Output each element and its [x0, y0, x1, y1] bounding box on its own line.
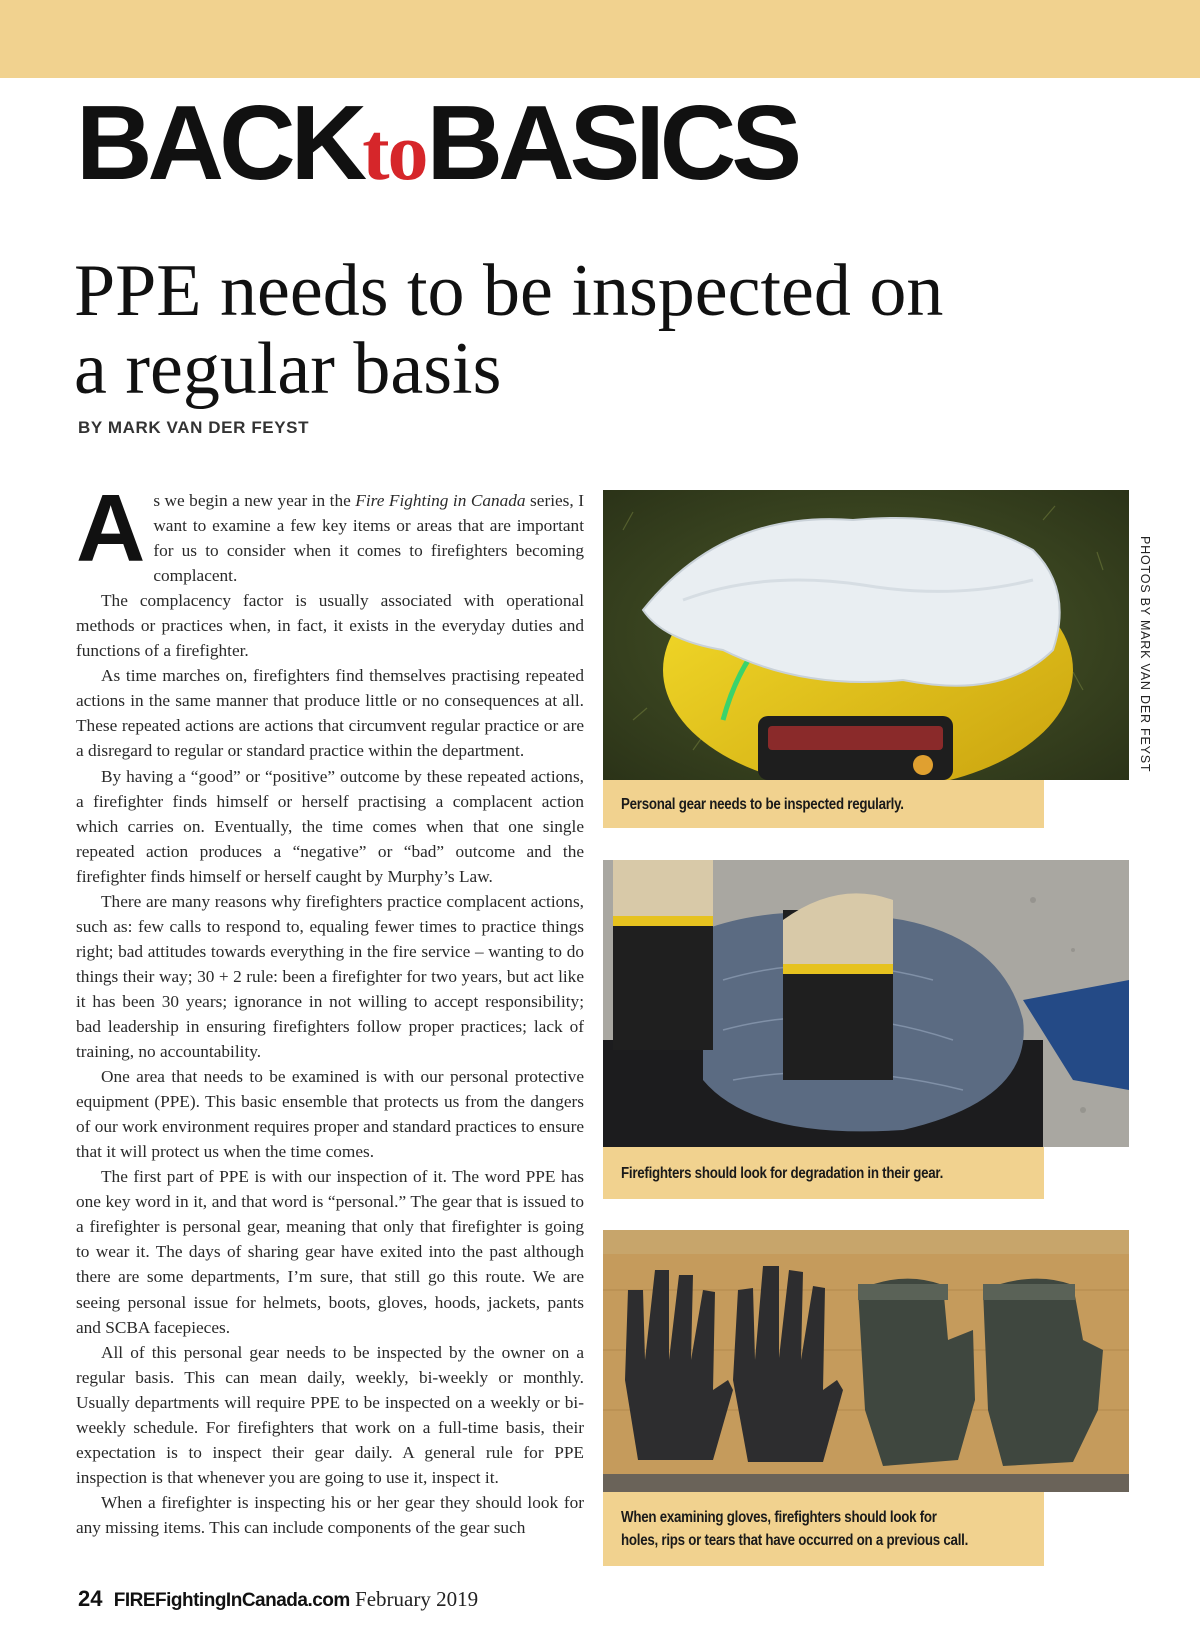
boots-illustration: [603, 860, 1129, 1147]
section-header-basics: BASICS: [426, 84, 798, 202]
helmet-photo: [603, 490, 1129, 780]
photo-credit: PHOTOS BY MARK VAN DER FEYST: [1138, 536, 1152, 773]
body-paragraph: The complacency factor is usually associated with operational methods or practices when, in fact, it exists in the everyday duties and functions of a firefighter.: [76, 591, 584, 661]
website-link[interactable]: FIREFightingInCanada.com: [113, 1590, 350, 1611]
section-header-to: to: [362, 106, 427, 197]
boots-photo: [603, 860, 1129, 1147]
publication-name: Fire Fighting in Canada: [355, 491, 526, 510]
body-paragraph: By having a “good” or “positive” outcome by these repeated actions, a firefighter finds himself or herself practising a complacent action which carries on. Eventually, the time comes when that one single repeated action produces a “negative” or “bad” outcome and the firefighter finds himself or herself caught by Murphy’s Law.: [76, 766, 584, 886]
body-paragraph: All of this personal gear needs to be inspected by the owner on a regular basis. This can mean daily, weekly, bi-weekly or monthly. Usually departments will require PPE to be inspected on a weekly or bi-weekly schedule. For firefighters that work on a full-time basis, their expectation is to inspect their gear daily. A general rule for PPE inspection is that whenever you are going to use it, inspect it.: [76, 1342, 584, 1487]
first-paragraph: As we begin a new year in the Fire Fighting in Canada series, I want to examine a few key items or areas that are important for us to consider when it comes to firefighters becoming complacent.: [76, 488, 584, 586]
drop-cap: A: [76, 488, 146, 582]
article-headline: PPE needs to be inspected on a regular basis: [74, 250, 944, 410]
top-color-band: [0, 0, 1200, 78]
article-byline: BY MARK VAN DER FEYST: [78, 418, 310, 437]
body-paragraph: The first part of PPE is with our inspection of it. The word PPE has one key word in it, and that word is “personal.” The gear that is issued to a firefighter is personal gear, meaning that only that firefighter is going to wear it. The days of sharing gear have exited into the past although there are some departments, I’m sure, that still go this route. We are seeing personal issue for helmets, boots, gloves, hoods, jackets, pants and SCBA facepieces.: [76, 1167, 584, 1337]
body-paragraph: There are many reasons why firefighters practice complacent actions, such as: few calls to respond to, equaling fewer times to practice things right; bad attitudes towards everything in the fire service – wanting to do things their way; 30 + 2 rule: been a firefighter for two years, but act like it has been 30 years; ignorance in not willing to accept responsibility; bad leadership in ensuring firefighters follow proper practices; lack of training, no accountability.: [76, 891, 584, 1062]
page-footer: [78, 1586, 478, 1612]
boots-caption: Firefighters should look for degradation in their gear.: [603, 1147, 1044, 1199]
page-number: 24: [78, 1586, 103, 1611]
gloves-photo: [603, 1230, 1129, 1492]
gloves-caption: When examining gloves, firefighters should look for holes, rips or tears that have occurred on a previous call.: [603, 1492, 1044, 1566]
body-paragraph: When a firefighter is inspecting his or her gear they should look for any missing items. This can include components of the gear such: [76, 1492, 584, 1537]
section-header-back: BACK: [76, 84, 363, 202]
article-body: [76, 488, 584, 1568]
helmet-illustration: [603, 490, 1129, 780]
issue-date: February 2019: [355, 1587, 479, 1611]
gloves-illustration: [603, 1230, 1129, 1492]
body-paragraph: One area that needs to be examined is with our personal protective equipment (PPE). This basic ensemble that protects us from the dangers of our work environment requires proper and standard practices to ensure that it will protect us when the time comes.: [76, 1067, 584, 1162]
helmet-caption: Personal gear needs to be inspected regularly.: [603, 780, 1044, 828]
body-paragraph: As time marches on, firefighters find themselves practising repeated actions in the same manner that produce little or no consequences at all. These repeated actions are actions that circumvent regular practice or are a disregard to regular or standard practice within the department.: [76, 666, 584, 761]
section-header: [76, 84, 798, 202]
